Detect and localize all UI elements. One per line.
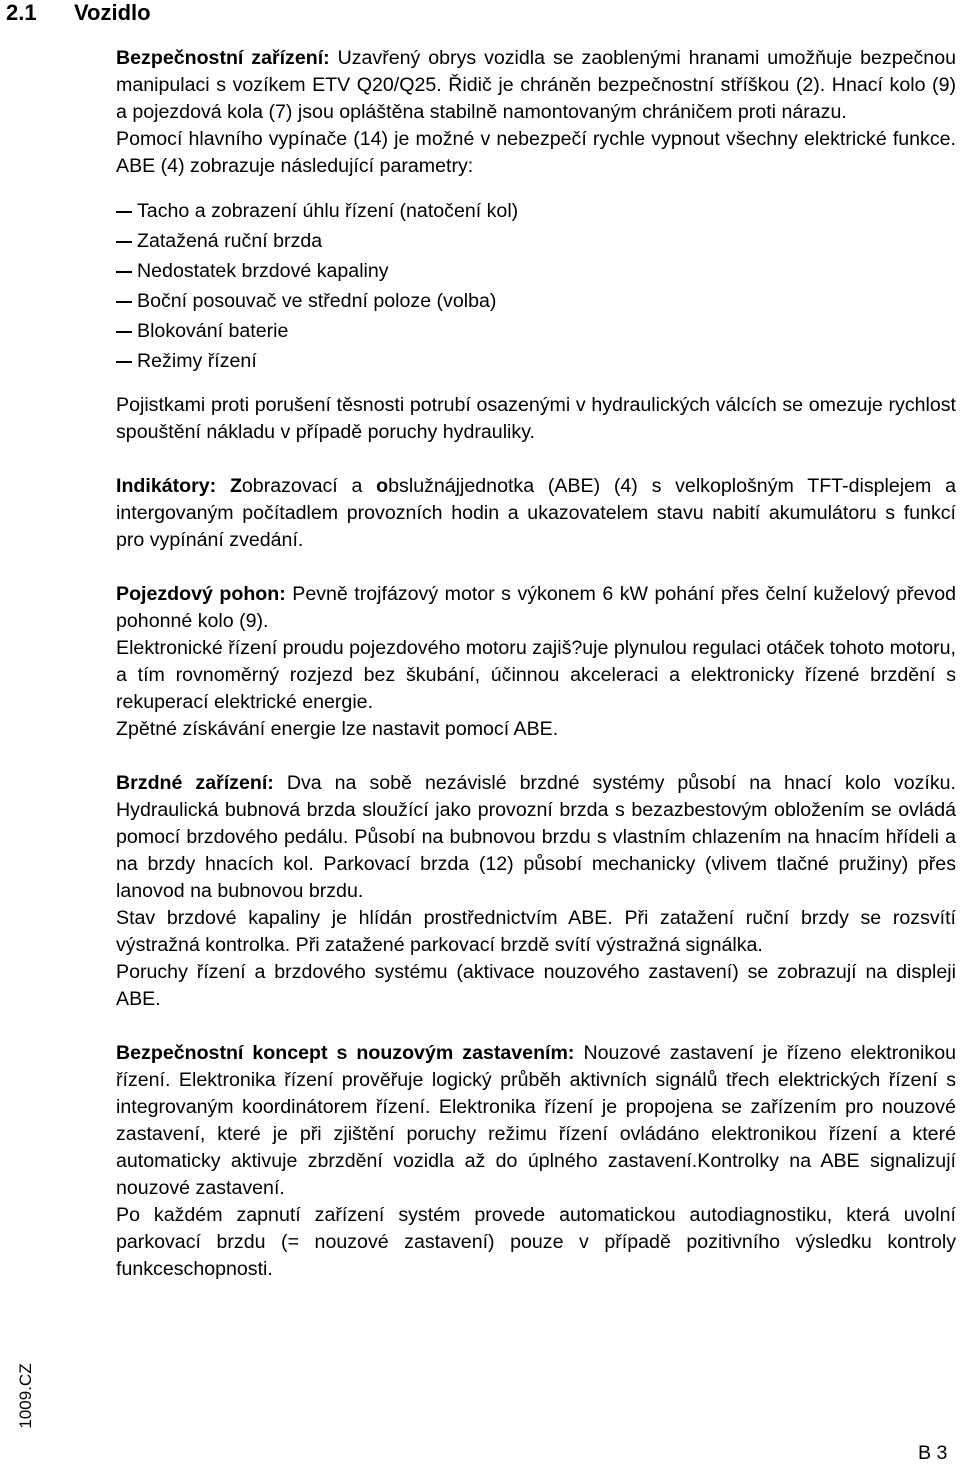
paragraph-autodiagnostics: Po každém zapnutí zařízení systém provede automatickou autodiagnostiku, která uvolní parkovací brzdu (= nouzové zastavení) pouze v případě pozitivního výsledku kontroly funkceschopnosti. xyxy=(116,1204,956,1280)
paragraph-emergency-stop: Bezpečnostní koncept s nouzovým zastavením: Nouzové zastavení je řízeno elektronikou řízení. Elektronika řízení prověřuje logický průběh aktivních signálů třech elektrických řízení s integrovaným koordinátorem řízení. Elektronika řízení je propojena se zařízením pro nouzové zastavení, které je při zjištění poruchy režimu řízení ovládáno elektronikou řízení a které automaticky aktivuje zbrzdění vozidla až do úplného zastavení.Kontrolky na ABE signalizují nouzové zastavení. xyxy=(116,1042,956,1199)
abe-parameter-list xyxy=(116,196,956,376)
paragraph-safety-devices xyxy=(116,45,956,126)
label-brakes: Brzdné zařízení: xyxy=(116,772,274,794)
paragraph-indicators: Indikátory: Zobrazovací a obslužnájjednotka (ABE) (4) s velkoplošným TFT-displejem a intergovaným počítadlem provozních hodin a ukazovatelem stavu nabití akumulátoru s funkcí pro vypínání zvedání. xyxy=(116,475,956,551)
list-item: Tacho a zobrazení úhlu řízení (natočení kol) xyxy=(0,196,956,226)
section-heading xyxy=(6,0,151,26)
text-main-switch: Pomocí hlavního vypínače (14) je možné v nebezpečí rychle vypnout všechny elektrické funkce. ABE (4) zobrazuje následující parametry: xyxy=(116,128,956,177)
paragraph-brake-faults: Poruchy řízení a brzdového systému (aktivace nouzového zastavení) se zobrazují na displeji ABE. xyxy=(116,961,956,1010)
dash-bullet-icon xyxy=(116,361,132,363)
dash-bullet-icon xyxy=(116,241,132,243)
paragraph-drive: Pojezdový pohon: Pevně trojfázový motor s výkonem 6 kW pohání přes čelní kuželový převod pohonné kolo (9). xyxy=(116,583,957,632)
list-item: Režimy řízení xyxy=(0,346,956,376)
section-number: 2.1 xyxy=(6,0,37,25)
label-drive: Pojezdový pohon: xyxy=(116,583,286,605)
label-emergency-stop: Bezpečnostní koncept s nouzovým zastavením: xyxy=(116,1042,575,1064)
text-hydraulic-safety: Pojistkami proti porušení těsnosti potrubí osazenými v hydraulických válcích se omezuje rychlost spouštění nákladu v případě poruchy hydrauliky. xyxy=(116,394,956,443)
paragraph-brakes: Brzdné zařízení: Dva na sobě nezávislé brzdné systémy působí na hnací kolo vozíku. Hydraulická bubnová brzda sloužící jako provozní brzda s bezazbestovým obložením se ovládá pomocí brzdového pedálu. Působí na bubnovou brzdu s vlastním chlazením na hnacím hřídeli a na brzdy hnacích kol. Parkovací brzda (12) působí mechanicky (vlivem tlačné pružiny) přes lanovod na bubnovou brzdu. xyxy=(116,772,956,902)
dash-bullet-icon xyxy=(116,211,132,213)
list-item: Nedostatek brzdové kapaliny xyxy=(0,256,956,286)
label-indicators: Indikátory: xyxy=(116,475,217,497)
list-item: Zatažená ruční brzda xyxy=(0,226,956,256)
page-number: B 3 xyxy=(918,1442,948,1464)
list-item: Blokování baterie xyxy=(0,316,956,346)
text-safety-devices: Uzavřený obrys vozidla se zaoblenými hranami umožňuje bezpečnou manipulaci s vozíkem ETV Q20/Q25. Řidič je chráněn bezpečnostní stříškou (2). Hnací kolo (9) a pojezdová kola (7) jsou opláštěna stabilně namontovaným chráničem proti nárazu. xyxy=(116,47,956,123)
paragraph-hydraulic-safety xyxy=(116,392,956,446)
paragraph-brake-fluid: Stav brzdové kapaliny je hlídán prostřednictvím ABE. Při zatažení ruční brzdy se rozsvítí výstražná kontrolka. Při zatažené parkovací brzdě svítí výstražná signálka. xyxy=(116,907,956,956)
paragraph-main-switch xyxy=(116,126,956,180)
section-title: Vozidlo xyxy=(74,0,151,25)
dash-bullet-icon xyxy=(116,331,132,333)
document-body xyxy=(116,45,956,1283)
list-item: Boční posouvač ve střední poloze (volba) xyxy=(0,286,956,316)
document-code: 1009.CZ xyxy=(16,1363,35,1429)
label-safety-devices: Bezpečnostní zařízení: xyxy=(116,47,330,69)
dash-bullet-icon xyxy=(116,301,132,303)
dash-bullet-icon xyxy=(116,271,132,273)
paragraph-drive-recovery: Zpětné získávání energie lze nastavit pomocí ABE. xyxy=(116,718,559,740)
paragraph-drive-control: Elektronické řízení proudu pojezdového motoru zajiš?uje plynulou regulaci otáček tohoto motoru, a tím rovnoměrný rozjezd bez škubání, účinnou akceleraci a elektronicky řízené brzdění s rekuperací elektrické energie. xyxy=(116,637,956,713)
